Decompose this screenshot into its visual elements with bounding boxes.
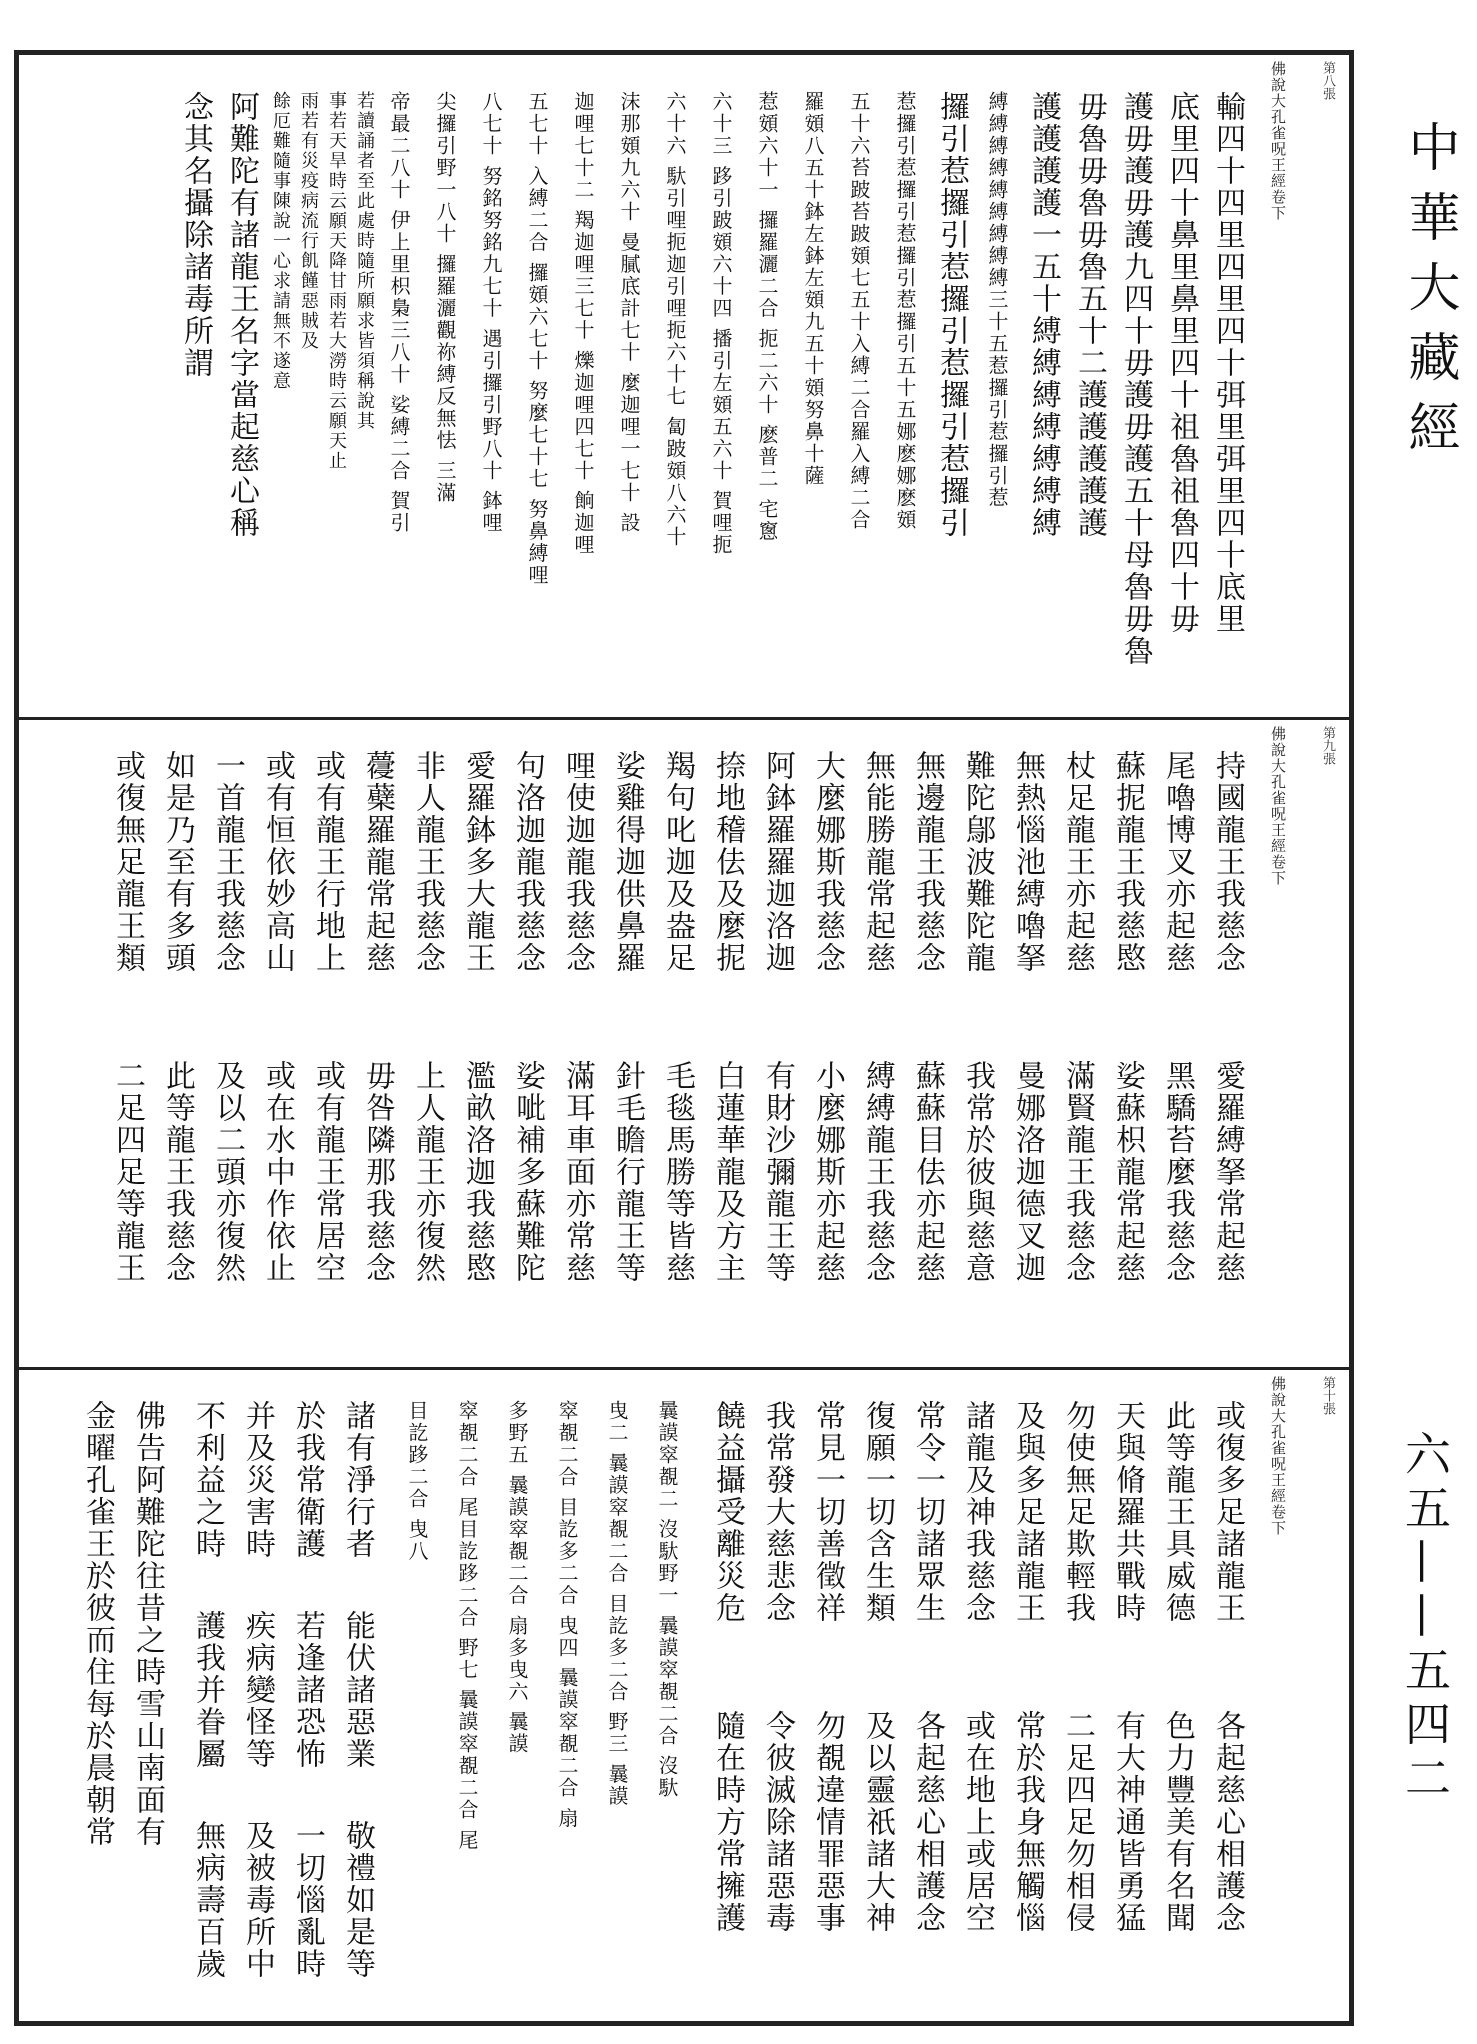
panel-3-verse-lower <box>185 1820 379 2010</box>
verse-column: 難陀鄔波難陀龍 <box>960 750 995 974</box>
panel-1 <box>19 55 1349 720</box>
verse-column: 諸龍及神我慈念 <box>960 1400 995 1624</box>
verse-column: 愛羅鉢多大龍王 <box>460 750 495 974</box>
verse-column: 我常於彼與慈意 <box>960 1060 995 1284</box>
verse-column: 勿覩違情罪惡事 <box>810 1710 845 1934</box>
text-column: 五十六苔跛苔跛頞七五十入縛二合羅入縛二合 <box>847 91 871 531</box>
verse-column: 或復無足龍王類 <box>110 750 145 974</box>
panel-3-verse-upper <box>185 1400 379 1600</box>
verse-column: 蘇蘇目佉亦起慈 <box>910 1060 945 1284</box>
verse-column: 疾病變怪等 <box>240 1610 275 1770</box>
panel-1-header: 佛說大孔雀呪王經卷下 <box>1269 61 1287 221</box>
verse-column: 及以二頭亦復然 <box>210 1060 245 1284</box>
verse-column: 非人龍王我慈念 <box>410 750 445 974</box>
panel-3-mantra <box>395 1400 689 2010</box>
text-column: 迦哩七十二 羯迦哩三七十 爍迦哩四七十 餉迦哩 <box>571 91 595 557</box>
note-column: 餘厄難隨事陳說一心求請無不遂意 <box>270 91 291 391</box>
verse-column: 及與多足諸龍王 <box>1010 1400 1045 1624</box>
mantra-column: 窣覩二合 尾目訖跢二合 野七 曩謨窣覩二合 尾 <box>455 1400 479 1852</box>
verse-column: 常令一切諸眾生 <box>910 1400 945 1624</box>
verse-column: 或在地上或居空 <box>960 1710 995 1934</box>
verse-column: 各起慈心相護念 <box>910 1710 945 1934</box>
verse-column: 各起慈心相護念 <box>1210 1710 1245 1934</box>
verse-column: 有大神通皆勇猛 <box>1110 1710 1145 1934</box>
verse-column: 尾嚕博叉亦起慈 <box>1160 750 1195 974</box>
panel-2 <box>19 720 1349 1370</box>
verse-column: 此等龍王具威德 <box>1160 1400 1195 1624</box>
verse-column: 能伏諸惡業 <box>340 1610 375 1770</box>
verse-column: 持國龍王我慈念 <box>1210 750 1245 974</box>
note-column: 若讀誦者至此處時隨所願求皆須稱說其 <box>354 91 375 431</box>
verse-column: 句洛迦龍我慈念 <box>510 750 545 974</box>
text-column: 惹頞六十一 攞羅灑二合 扼二六十 麽普二 宅窻 <box>755 91 779 543</box>
verse-column: 復願一切含生類 <box>860 1400 895 1624</box>
mantra-column: 多野五 曩謨窣覩二合 扇多曳六 曩謨 <box>505 1400 529 1756</box>
panel-2-header: 佛說大孔雀呪王經卷下 <box>1269 726 1287 886</box>
text-column: 縛縛縛縛縛縛縛縛縛三十五惹攞引惹攞引惹 <box>985 91 1009 509</box>
panel-3-lower-verses <box>705 1710 1249 2010</box>
verse-column: 色力豐美有名聞 <box>1160 1710 1195 1934</box>
verse-column: 娑呲補多蘇難陀 <box>510 1060 545 1284</box>
verse-column: 如是乃至有多頭 <box>160 750 195 974</box>
verse-column: 愛羅縛拏常起慈 <box>1210 1060 1245 1284</box>
verse-column: 白蓮華龍及方主 <box>710 1060 745 1284</box>
panel-1-columns <box>177 91 1249 707</box>
panel-3-upper-verses <box>705 1400 1249 1700</box>
verse-column: 一切惱亂時 <box>290 1820 325 1980</box>
verse-column: 無病壽百歲 <box>190 1820 225 1980</box>
verse-column: 并及災害時 <box>240 1400 275 1560</box>
verse-column: 大麼娜斯我慈念 <box>810 750 845 974</box>
panel-2-lower-verses <box>105 1060 1249 1360</box>
verse-column: 令彼滅除諸惡毒 <box>760 1710 795 1934</box>
panel-2-upper-verses <box>105 750 1249 1050</box>
text-column: 六十三 跢引跛頞六十四 播引左頞五六十 賀哩扼 <box>709 91 733 557</box>
mantra-column: 目訖跢二合 曳八 <box>405 1400 429 1563</box>
text-column: 護毋護毋護九四十毋護毋護五十母魯毋魯 <box>1118 91 1153 667</box>
verse-column: 蘉蘗羅龍常起慈 <box>360 750 395 974</box>
verse-column: 勿使無足欺輕我 <box>1060 1400 1095 1624</box>
text-column: 輸四十四里四里四十弭里弭里四十底里 <box>1210 91 1245 635</box>
mantra-column: 曳二 曩謨窣覩二合 目訖多二合 野三 曩謨 <box>605 1400 629 1808</box>
verse-column: 縛縛龍王我慈念 <box>860 1060 895 1284</box>
verse-column: 有財沙彌龍王等 <box>760 1060 795 1284</box>
verse-column: 曼娜洛迦德叉迦 <box>1010 1060 1045 1284</box>
verse-column: 杖足龍王亦起慈 <box>1060 750 1095 974</box>
verse-column: 或有龍王常居空 <box>310 1060 345 1284</box>
text-column: 六十六 馱引哩扼迦引哩扼六十七 匐跛頞八六十 <box>663 91 687 548</box>
verse-column: 饒益攝受離災危 <box>710 1400 745 1624</box>
text-column: 惹攞引惹攞引惹攞引惹攞引五十五娜麽娜麽頞 <box>893 91 917 531</box>
text-column: 帝最二八十 伊上里枳梟三八十 娑縛二合 賀引 <box>387 91 411 535</box>
text-column: 阿難陀有諸龍王名字當起慈心稱 <box>224 91 259 539</box>
verse-column: 滿賢龍王我慈念 <box>1060 1060 1095 1284</box>
verse-column: 護我并眷屬 <box>190 1610 225 1770</box>
panel-1-footer: 第八張 <box>1320 61 1335 100</box>
text-column: 尖攞引野一八十 攞羅灑觀祢縛反無怯 三滿 <box>433 91 457 504</box>
text-column: 護護護護一五十縛縛縛縛縛縛縛 <box>1026 91 1061 539</box>
verse-column: 二足四足等龍王 <box>110 1060 145 1284</box>
verse-column: 阿鉢羅羅迦洛迦 <box>760 750 795 974</box>
verse-column: 二足四足勿相侵 <box>1060 1710 1095 1934</box>
verse-column: 及被毒所中 <box>240 1820 275 1980</box>
panel-3-verse-mid <box>185 1610 379 1810</box>
page-sheet <box>14 50 1354 2026</box>
text-column: 八七十 努銘努銘九七十 遇引攞引野八十 鉢哩 <box>479 91 503 535</box>
verse-column: 無邊龍王我慈念 <box>910 750 945 974</box>
verse-column: 娑蘇枳龍常起慈 <box>1110 1060 1145 1284</box>
verse-column: 天與脩羅共戰時 <box>1110 1400 1145 1624</box>
verse-column: 捺地稽佉及麼抳 <box>710 750 745 974</box>
verse-column: 滿耳車面亦常慈 <box>560 1060 595 1284</box>
verse-column: 上人龍王亦復然 <box>410 1060 445 1284</box>
note-column: 事若天旱時云願天降甘雨若大澇時云願天止 <box>326 91 347 471</box>
verse-column: 一首龍王我慈念 <box>210 750 245 974</box>
verse-column: 及以靈祇諸大神 <box>860 1710 895 1934</box>
text-column: 金曜孔雀王於彼而住每於晨朝常 <box>80 1400 115 1848</box>
verse-column: 小麼娜斯亦起慈 <box>810 1060 845 1284</box>
verse-column: 若逢諸恐怖 <box>290 1610 325 1770</box>
verse-column: 哩使迦龍我慈念 <box>560 750 595 974</box>
verse-column: 無能勝龍常起慈 <box>860 750 895 974</box>
verse-column: 不利益之時 <box>190 1400 225 1560</box>
panel-2-footer: 第九張 <box>1320 726 1335 765</box>
verse-column: 隨在時方常擁護 <box>710 1710 745 1934</box>
page-number: 六五——五四二 <box>1398 1430 1452 1808</box>
text-column: 佛告阿難陀往昔之時雪山南面有 <box>130 1400 165 1848</box>
text-column: 念其名攝除諸毒所謂 <box>178 91 213 379</box>
verse-column: 敬禮如是等 <box>340 1820 375 1980</box>
verse-column: 我常發大慈悲念 <box>760 1400 795 1624</box>
note-column: 雨若有災疫病流行飢饉惡賊及 <box>298 91 319 351</box>
panel-3-tail <box>75 1400 169 2010</box>
verse-column: 諸有淨行者 <box>340 1400 375 1560</box>
verse-column: 毛毯馬勝等皆慈 <box>660 1060 695 1284</box>
mantra-column: 曩謨窣覩二 沒馱野一 曩謨窣覩二合 沒馱 <box>655 1400 679 1800</box>
verse-column: 毋咎隣那我慈念 <box>360 1060 395 1284</box>
verse-column: 或在水中作依止 <box>260 1060 295 1284</box>
verse-column: 或復多足諸龍王 <box>1210 1400 1245 1624</box>
verse-column: 針毛瞻行龍王等 <box>610 1060 645 1284</box>
verse-column: 蘇抳龍王我慈愍 <box>1110 750 1145 974</box>
verse-column: 常見一切善徵祥 <box>810 1400 845 1624</box>
verse-column: 於我常衛護 <box>290 1400 325 1560</box>
verse-column: 羯句叱迦及盎足 <box>660 750 695 974</box>
verse-column: 無熱惱池縛嚕拏 <box>1010 750 1045 974</box>
text-column: 羅頞八五十鉢左鉢左頞九五十頞努鼻十薩 <box>801 91 825 487</box>
collection-title: 中華大藏經 <box>1399 120 1459 470</box>
verse-column: 娑雞得迦供鼻羅 <box>610 750 645 974</box>
panel-3-header: 佛說大孔雀呪王經卷下 <box>1269 1376 1287 1536</box>
mantra-column: 窣覩二合 目訖多二合 曳四 曩謨窣覩二合 扇 <box>555 1400 579 1830</box>
verse-column: 黑驕苔麼我慈念 <box>1160 1060 1195 1284</box>
panel-3 <box>19 1370 1349 2021</box>
verse-column: 常於我身無觸惱 <box>1010 1710 1045 1934</box>
text-column: 五七十 入縛二合 攞頞六七十 努麼七十七 努鼻縛哩 <box>525 91 549 587</box>
verse-column: 或有恒依妙高山 <box>260 750 295 974</box>
text-column: 底里四十鼻里鼻里四十祖魯祖魯四十毋 <box>1164 91 1199 635</box>
text-column: 攞引惹攞引惹攞引惹攞引惹攞引 <box>934 91 969 539</box>
verse-column: 或有龍王行地上 <box>310 750 345 974</box>
text-column: 毋魯毋魯毋魯五十二護護護護護 <box>1072 91 1107 539</box>
text-column: 沫那頞九六十 曼膩底計七十 麼迦哩一七十 設 <box>617 91 641 535</box>
verse-column: 濫畝洛迦我慈愍 <box>460 1060 495 1284</box>
verse-column: 此等龍王我慈念 <box>160 1060 195 1284</box>
panel-3-footer: 第十張 <box>1320 1376 1335 1415</box>
